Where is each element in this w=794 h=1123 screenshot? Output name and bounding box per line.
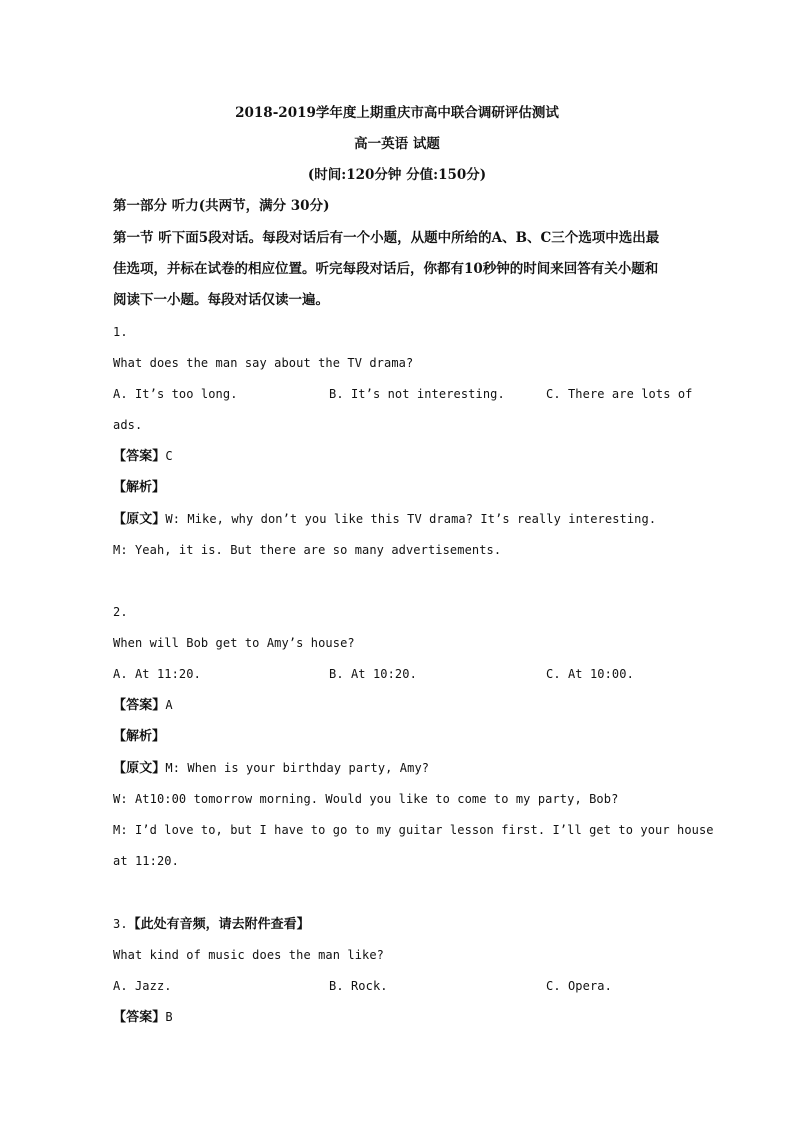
question-2-transcript-line-3: M: I’d love to, but I have to go to my guitar lesson first. I’ll get to your house [113,823,714,837]
question-3-answer [113,1008,173,1027]
part-heading: 第一部分 听力(共两节，满分 30分) [113,198,330,214]
question-2-number: 2. [113,605,128,619]
question-2-transcript-line-2: W: At10:00 tomorrow morning. Would you like to come to my party, Bob? [113,792,619,806]
question-3-header [113,915,310,934]
question-1-option-b: B. It’s not interesting. [329,387,505,401]
answer-value: A [165,698,173,712]
question-2-option-b: B. At 10:20. [329,667,417,681]
question-1-transcript-line-2: M: Yeah, it is. But there are so many advertisements. [113,543,502,557]
question-1-answer [113,447,173,466]
section-instruction-line-1: 第一节 听下面5段对话。每段对话后有一个小题，从题中所给的A、B、C三个选项中选出最 [113,230,660,246]
question-3-option-c: C. Opera. [546,979,612,993]
answer-tag: 【答案】 [113,1010,166,1025]
question-2-option-c: C. At 10:00. [546,667,634,681]
question-3-option-b: B. Rock. [329,979,388,993]
question-2-answer [113,696,173,715]
answer-value: B [165,1010,173,1024]
question-2-stem: When will Bob get to Amy’s house? [113,636,355,650]
transcript-text: M: When is your birthday party, Amy? [165,761,430,775]
section-instruction-line-2: 佳选项，并标在试卷的相应位置。听完每段对话后，你都有10秒钟的时间来回答有关小题和 [113,261,659,277]
question-1-option-c: C. There are lots of [546,387,693,401]
question-2-transcript-line-4: at 11:20. [113,854,179,868]
question-2-analysis [113,727,165,746]
analysis-tag: 【解析】 [113,729,166,744]
answer-tag: 【答案】 [113,698,166,713]
question-1-stem: What does the man say about the TV drama? [113,356,414,370]
audio-note: 【此处有音频，请去附件查看】 [127,917,310,932]
transcript-tag: 【原文】 [113,761,166,776]
question-2-option-a: A. At 11:20. [113,667,201,681]
document-title: 2018-2019学年度上期重庆市高中联合调研评估测试 [235,105,559,121]
analysis-tag: 【解析】 [113,480,166,495]
question-3-stem: What kind of music does the man like? [113,948,385,962]
answer-value: C [165,449,173,463]
question-1-number: 1. [113,325,128,339]
answer-tag: 【答案】 [113,449,166,464]
document-subtitle: 高一英语 试题 [354,136,440,152]
question-2-transcript-line-1 [113,759,429,778]
question-1-analysis [113,478,165,497]
section-instruction-line-3: 阅读下一小题。每段对话仅读一遍。 [113,292,329,308]
question-1-option-a: A. It’s too long. [113,387,238,401]
question-3-number: 3. [113,917,128,931]
transcript-text: W: Mike, why don’t you like this TV drama? It’s really interesting. [165,512,657,526]
time-info: (时间:120分钟 分值:150分) [307,167,487,183]
question-1-transcript-line-1 [113,510,656,529]
question-1-option-c-continued: ads. [113,418,143,432]
question-3-option-a: A. Jazz. [113,979,172,993]
transcript-tag: 【原文】 [113,512,166,527]
